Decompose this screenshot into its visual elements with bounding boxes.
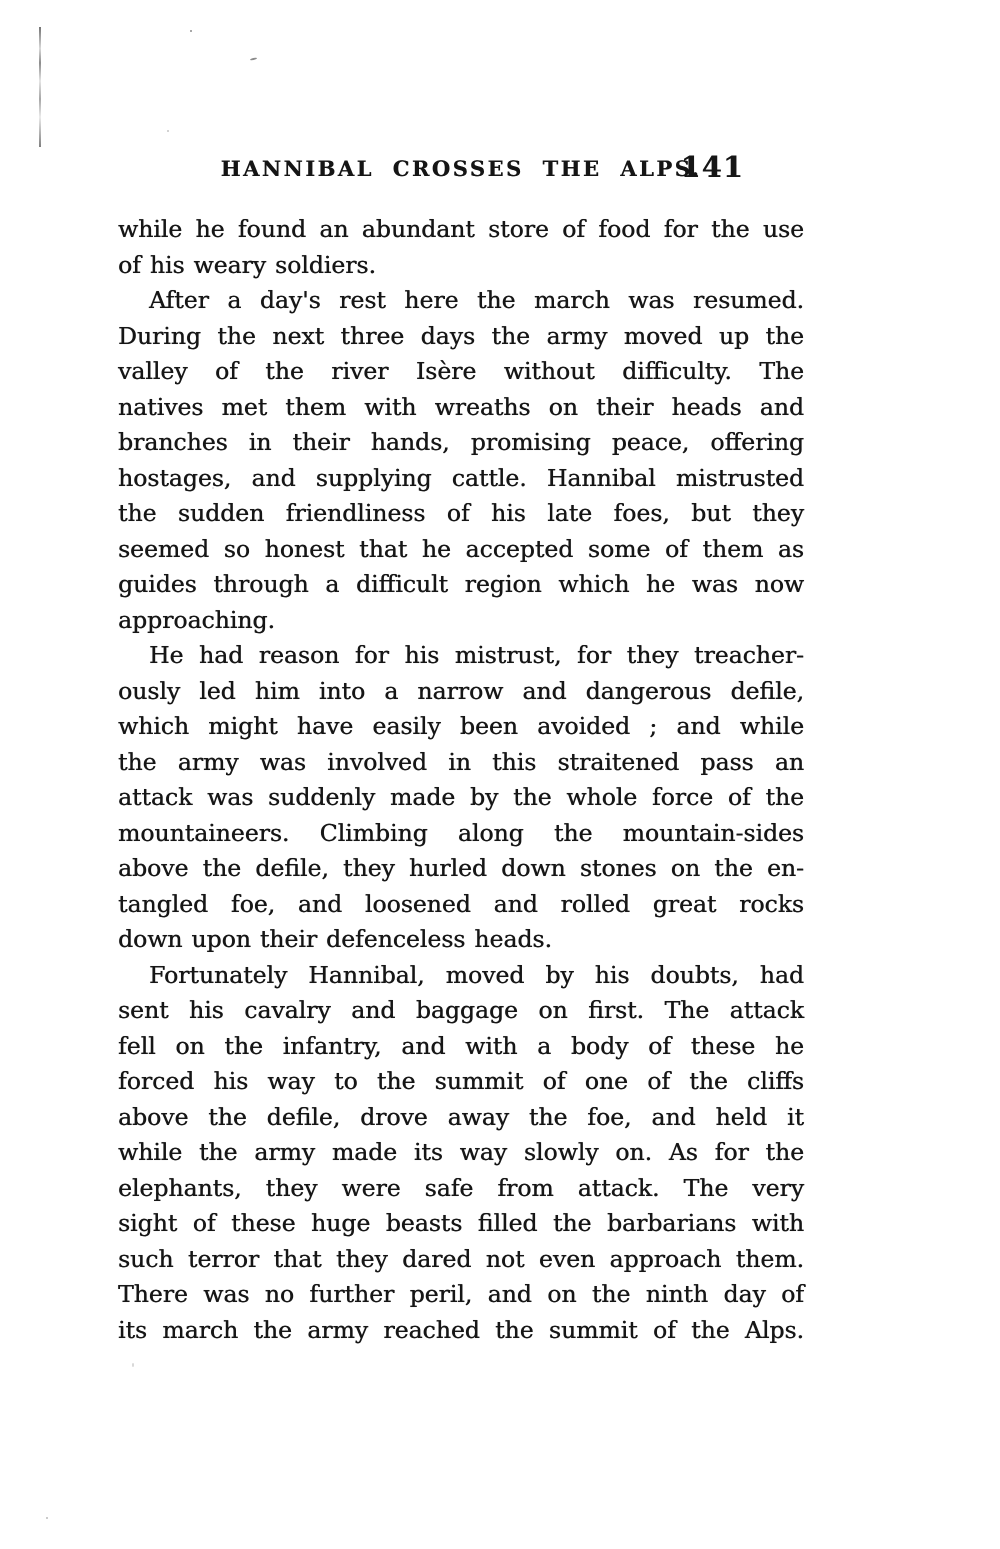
text-line: sight of these huge beasts filled the barbarians with	[118, 1209, 804, 1237]
scan-artifact-speck	[167, 130, 169, 132]
text-line: the army was involved in this straitened pass an	[118, 747, 804, 776]
scan-artifact-speck	[132, 1363, 134, 1367]
text-line: such terror that they dared not even approach them.	[118, 1244, 804, 1273]
text-line: while he found an abundant store of food for the use	[118, 215, 804, 243]
text-line: which might have easily been avoided ; and while	[118, 712, 804, 740]
text-line: above the defile, they hurled down stones on the en-	[118, 854, 804, 882]
text-line: tangled foe, and loosened and rolled great rocks	[118, 889, 804, 918]
text-line: During the next three days the army moved up the	[118, 321, 804, 350]
text-line: natives met them with wreaths on their heads and	[118, 392, 804, 421]
text-line: valley of the river Isère without difficulty. The	[118, 357, 804, 385]
text-line: After a day's rest here the march was resumed.	[149, 286, 804, 314]
scan-artifact-speck	[190, 30, 192, 32]
text-line: ously led him into a narrow and dangerous defile,	[118, 676, 804, 705]
text-line: approaching.	[118, 605, 275, 634]
text-line: mountaineers. Climbing along the mountain-sides	[118, 818, 804, 847]
text-line: seemed so honest that he accepted some of them as	[118, 534, 804, 563]
text-line: He had reason for his mistrust, for they treacher-	[149, 641, 804, 669]
text-line: of his weary soldiers.	[118, 250, 376, 279]
text-line: forced his way to the summit of one of the cliffs	[118, 1067, 804, 1095]
text-line: sent his cavalry and baggage on first. The attack	[118, 996, 804, 1024]
scan-artifact-speck	[46, 1517, 48, 1519]
text-line: There was no further peril, and on the ninth day of	[118, 1280, 804, 1308]
scan-artifact-speck	[250, 57, 257, 60]
text-line: above the defile, drove away the foe, and held it	[118, 1102, 804, 1131]
page-number: 141	[680, 150, 744, 184]
text-line: Fortunately Hannibal, moved by his doubts, had	[149, 960, 804, 989]
running-header-row	[118, 150, 804, 190]
page-body-text	[118, 212, 804, 1348]
text-line: the sudden friendliness of his late foes, but they	[118, 499, 804, 527]
text-line: fell on the infantry, and with a body of these he	[118, 1031, 804, 1060]
text-line: branches in their hands, promising peace, offering	[118, 428, 804, 456]
text-line: its march the army reached the summit of the Alps.	[118, 1315, 804, 1344]
text-line: elephants, they were safe from attack. The very	[118, 1173, 804, 1202]
text-line: attack was suddenly made by the whole force of the	[118, 783, 804, 811]
text-line: hostages, and supplying cattle. Hannibal mistrusted	[118, 463, 804, 492]
scan-artifact-scratch	[39, 27, 41, 147]
text-line: guides through a difficult region which he was now	[118, 570, 804, 598]
text-line: while the army made its way slowly on. As for the	[118, 1138, 804, 1166]
text-line: down upon their defenceless heads.	[118, 925, 552, 953]
running-header-title: HANNIBAL CROSSES THE ALPS.	[220, 156, 702, 181]
